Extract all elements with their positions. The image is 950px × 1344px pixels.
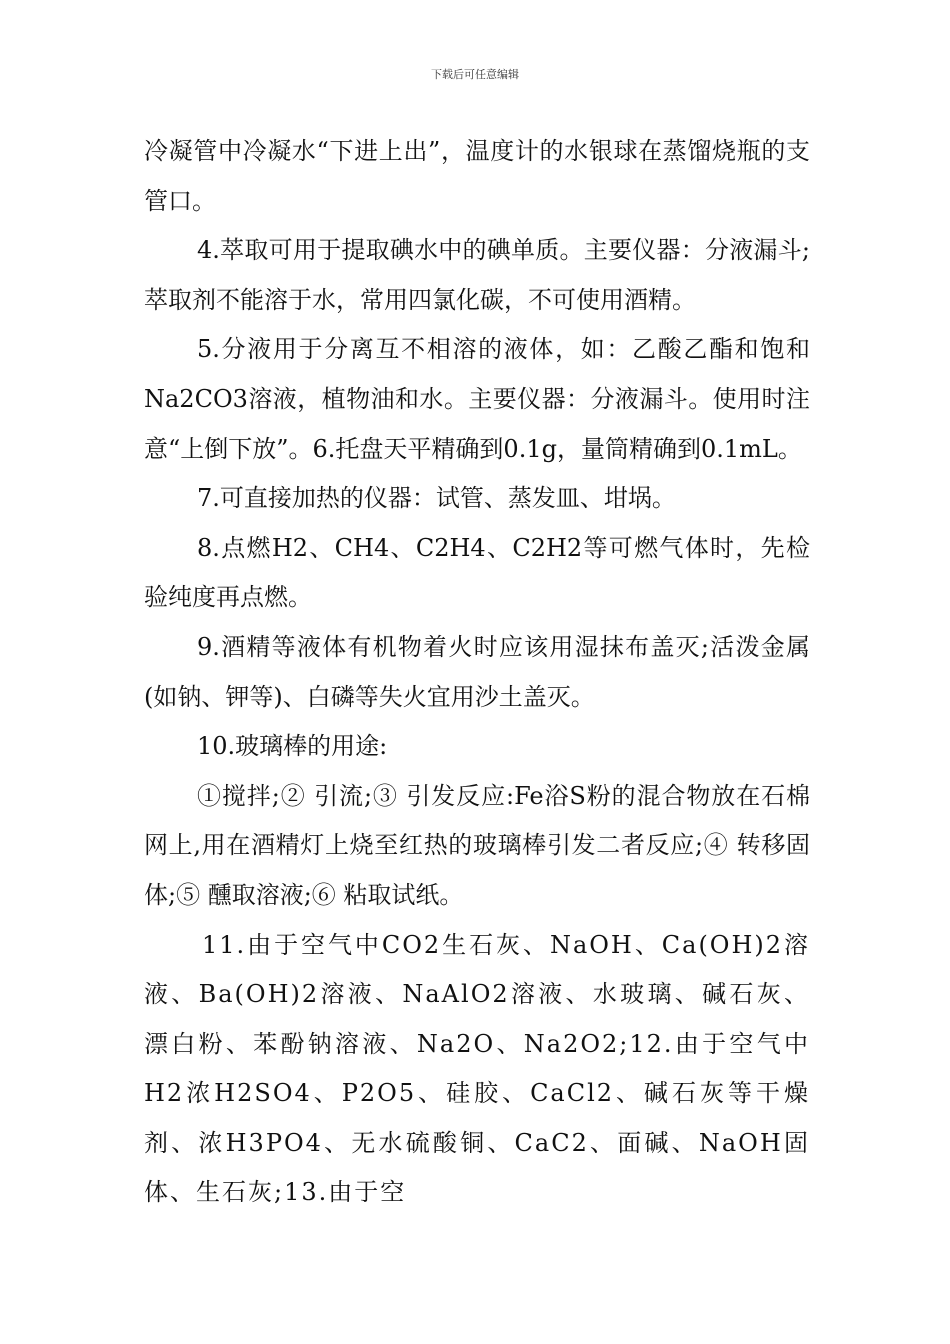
document-body	[144, 127, 810, 1218]
paragraph-ignition: 8.点燃H2、CH4、C2H4、C2H2等可燃气体时，先检验纯度再点燃。	[144, 533, 810, 612]
paragraph-direct-heating: 7.可直接加热的仪器：试管、蒸发皿、坩埚。	[197, 484, 676, 513]
paragraph-separation: 5.分液用于分离互不相溶的液体，如：乙酸乙酯和饱和Na2CO3溶液，植物油和水。主要仪器：分液漏斗。使用时注意“上倒下放”。6.托盘天平精确到0.1g，量筒精确到0.1mL。	[144, 335, 810, 463]
paragraph-extraction: 4.萃取可用于提取碘水中的碘单质。主要仪器：分液漏斗;萃取剂不能溶于水，常用四氯化碳，不可使用酒精。	[144, 236, 810, 314]
paragraph-glass-rod-uses: ①搅拌;② 引流;③ 引发反应:Fe浴S粉的混合物放在石棉网上,用在酒精灯上烧至红热的玻璃棒引发二者反应;④ 转移固体;⑤ 醺取溶液;⑥ 粘取试纸。	[144, 781, 810, 909]
paragraph-fire-safety: 9.酒精等液体有机物着火时应该用湿抹布盖灭;活泼金属(如钠、钾等)、白磷等失火宜用沙土盖灭。	[144, 632, 810, 711]
paragraph-condenser: 冷凝管中冷凝水“下进上出”，温度计的水银球在蒸馏烧瓶的支管口。	[144, 137, 810, 215]
paragraph-air-storage: 11.由于空气中CO2生石灰、NaOH、Ca(OH)2溶液、Ba(OH)2溶液、NaAlO2溶液、水玻璃、碱石灰、漂白粉、苯酚钠溶液、Na2O、Na2O2;12.由于空气中H2浓H2SO4、P2O5、硅胶、CaCl2、碱石灰等干燥剂、浓H3PO4、无水硫酸铜、CaC2、面碱、NaOH固体、生石灰;13.由于空	[144, 930, 810, 1207]
paragraph-glass-rod-title: 10.玻璃棒的用途:	[197, 732, 388, 761]
page-header: 下载后可任意编辑	[431, 68, 519, 81]
